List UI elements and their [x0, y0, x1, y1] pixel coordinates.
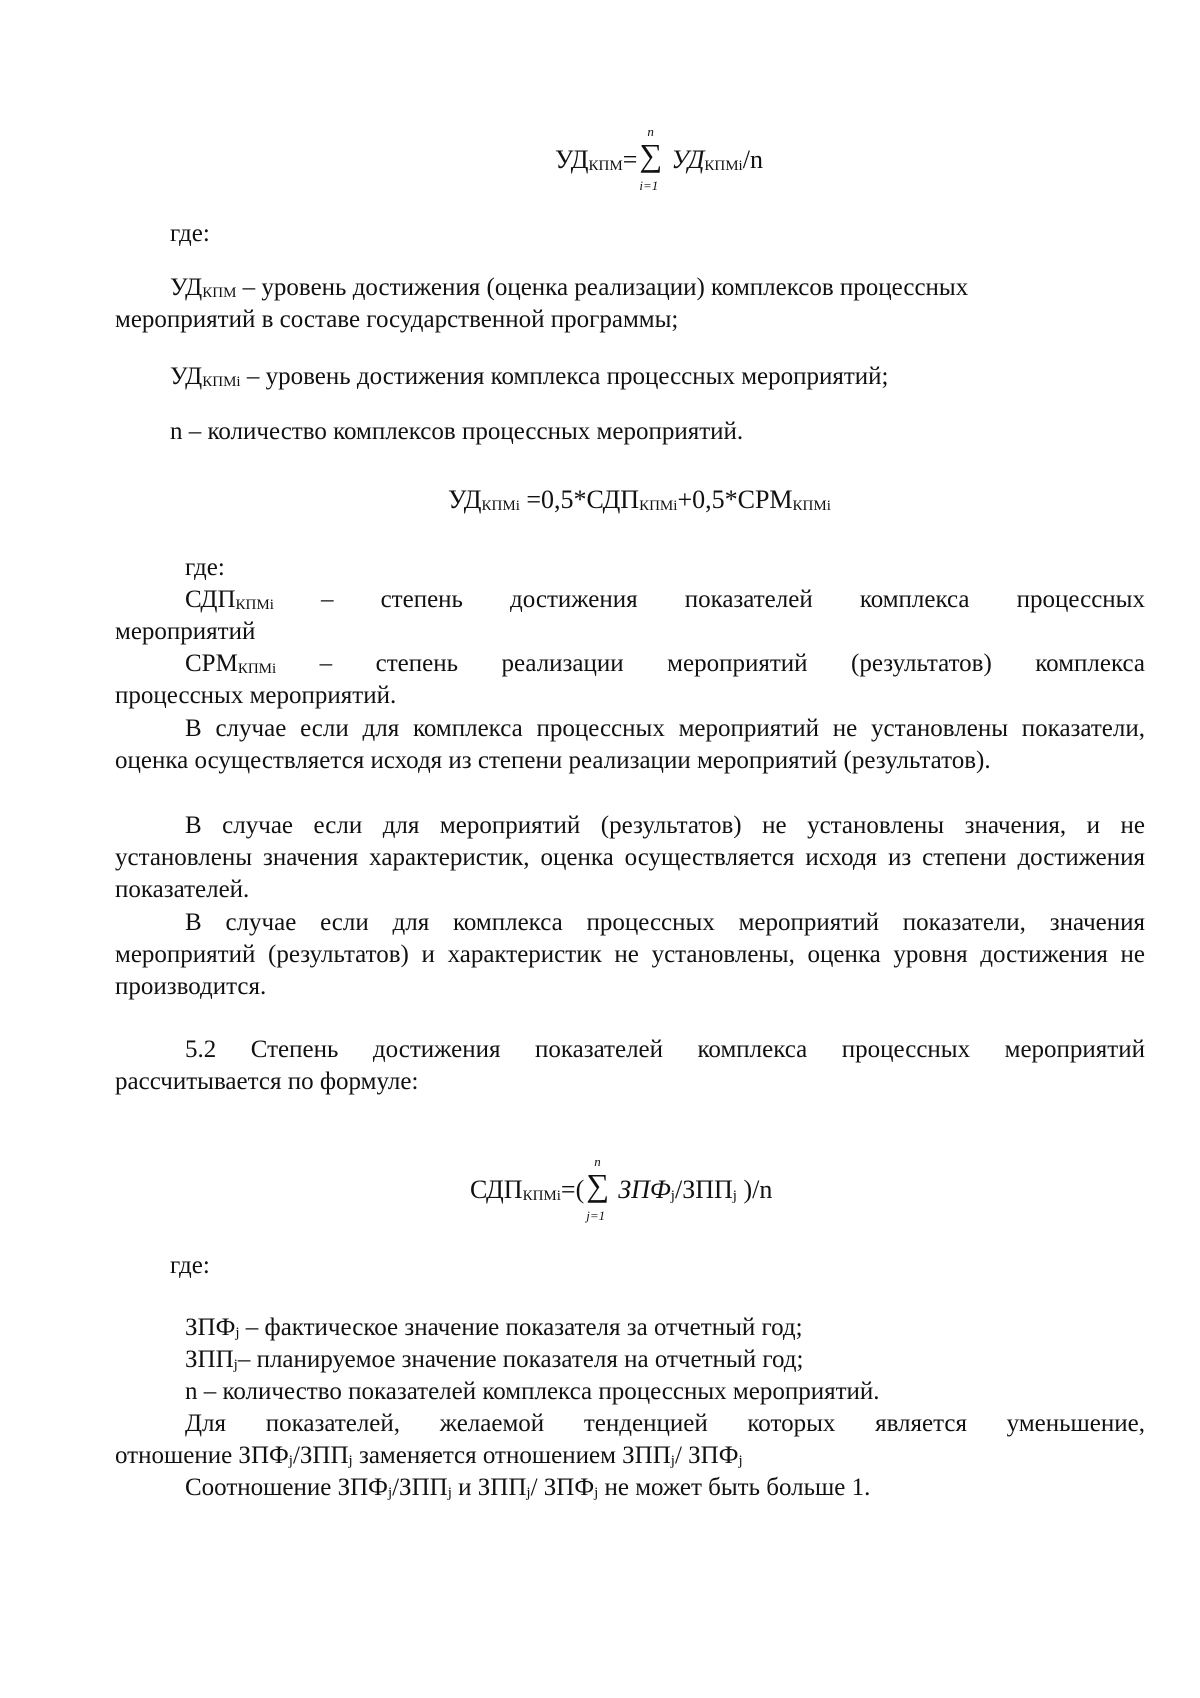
subscript: j [387, 1485, 393, 1501]
definition-word: комплекса [859, 586, 970, 613]
definition-symbol: СДП [185, 586, 236, 613]
definition-symbol: СРМ [185, 650, 238, 677]
formula-subscript: КПМi [481, 498, 520, 514]
paragraph-ratio-limit [115, 1472, 1145, 1504]
definition-ud-kpm [115, 272, 1145, 336]
paragraph-decreasing-trend [115, 1408, 1145, 1472]
formula-term: +0,5*СРМ [677, 485, 793, 514]
sum-lower-limit: i=1 [639, 178, 659, 193]
definition-text: – планируемое значение показателя на отчетный год; [237, 1346, 804, 1373]
definition-n-complexes: n – количество комплексов процессных мероприятий. [170, 418, 744, 445]
definition-symbol: ЗПФ [185, 1314, 236, 1341]
definition-word: – [320, 586, 334, 613]
where-label: где: [170, 1252, 210, 1279]
text-run: /ЗПП [392, 1474, 448, 1501]
formula-term: /ЗПП [674, 1175, 733, 1204]
text-run: не может быть больше 1. [598, 1474, 871, 1501]
definition-zpp [115, 1344, 1145, 1376]
definition-symbol: УД [170, 363, 203, 390]
definition-word: – [319, 650, 333, 677]
definition-srm-line1 [115, 648, 1145, 680]
formula-subscript: КПМi [522, 1188, 561, 1204]
formula-subscript: КПМ [588, 158, 623, 174]
formula-ud-kpmi [448, 484, 831, 516]
text-run: заменяется отношением ЗПП [352, 1442, 671, 1469]
text-run: отношение ЗПФ [115, 1442, 289, 1469]
text-run: /ЗПП [292, 1442, 349, 1469]
definition-symbol: ЗПП [185, 1346, 234, 1373]
definition-subscript: j [235, 1325, 240, 1341]
sum-symbol: n ∑ i=1 [637, 140, 671, 172]
definition-text-continued: мероприятий в составе государственной программы; [115, 306, 679, 333]
formula-sdp-kpmi [470, 1154, 773, 1223]
formula-subscript: КПМi [639, 498, 678, 514]
sum-upper-limit: n [647, 124, 654, 139]
definition-ud-kpmi [115, 361, 1145, 393]
paragraph-no-values: В случае если для мероприятий (результатов) не установлены значения, и не установлены значения характеристик, оценка осуществляется исходя из степени достижения показателей. [115, 812, 1145, 903]
subscript: j [670, 1453, 675, 1469]
definition-text-continued: процессных мероприятий. [115, 682, 397, 709]
definition-text: – уровень достижения комплекса процессных мероприятий; [240, 363, 889, 390]
definition-subscript: КПМ [202, 285, 237, 301]
subscript: j [348, 1453, 353, 1469]
definition-subscript: КПМi [235, 597, 274, 613]
definition-text-continued: мероприятий [115, 618, 256, 645]
definition-word: показателей [684, 586, 813, 613]
formula-tail: )/n [736, 1175, 773, 1204]
text-run: / ЗПФ [674, 1442, 739, 1469]
definition-word: (результатов) [851, 650, 992, 677]
paragraph-line [115, 1440, 1145, 1472]
text-run: / ЗПФ [530, 1474, 595, 1501]
definition-srm [115, 648, 1145, 712]
paragraph-no-assessment: В случае если для комплекса процессных мероприятий показатели, значения мероприятий (результатов) и характеристик не установлены, оценка уровня достижения не производится. [115, 909, 1145, 1000]
formula-term: =0,5*СДП [519, 485, 640, 514]
definition-word: реализации [501, 650, 624, 677]
text-run: и ЗПП [451, 1474, 527, 1501]
definition-subscript: j [233, 1357, 238, 1373]
formula-term: УД [671, 145, 705, 174]
formula-ud-kpm [555, 124, 763, 193]
where-label: где: [170, 220, 210, 247]
definition-subscript: КПМi [237, 661, 277, 677]
subscript: j [738, 1453, 743, 1469]
sum-lower-limit: j=1 [586, 1208, 606, 1223]
paragraph-line: Для показателей, желаемой тенденцией которых является уменьшение, [185, 1410, 1145, 1437]
definition-word: степень [380, 586, 463, 613]
formula-symbol: УД [448, 485, 482, 514]
subscript: j [288, 1453, 293, 1469]
definition-word: комплекса [1035, 650, 1145, 677]
definition-n-indicators: n – количество показателей комплекса процессных мероприятий. [185, 1378, 880, 1405]
definition-sdp-line1 [115, 584, 1145, 616]
where-label: где: [185, 554, 225, 581]
section-5-2-paragraph: 5.2 Степень достижения показателей комплекса процессных мероприятий рассчитывается по формуле: [115, 1036, 1145, 1095]
definition-text: – уровень достижения (оценка реализации) комплексов процессных [236, 274, 969, 301]
formula-symbol: УД [555, 145, 589, 174]
sum-symbol: n ∑ j=1 [584, 1170, 618, 1202]
paragraph-no-indicators: В случае если для комплекса процессных мероприятий не установлены показатели, оценка осуществляется исходя из степени реализации мероприятий (результатов). [115, 715, 1145, 774]
text-run: Соотношение ЗПФ [185, 1474, 388, 1501]
definition-word: степень [375, 650, 458, 677]
subscript: j [526, 1485, 531, 1501]
definition-sdp [115, 584, 1145, 648]
formula-operator: = [622, 145, 638, 174]
formula-operator: =( [560, 1175, 585, 1204]
formula-term: ЗПФ [618, 1175, 671, 1204]
formula-subscript: КПМi [704, 158, 743, 174]
formula-symbol: СДП [470, 1175, 523, 1204]
formula-subscript: j [732, 1188, 737, 1204]
definition-zpf [115, 1312, 1145, 1344]
sum-upper-limit: n [594, 1154, 601, 1169]
formula-tail: /n [742, 145, 763, 174]
subscript: j [594, 1485, 599, 1501]
formula-subscript: КПМi [792, 498, 831, 514]
definition-subscript: КПМi [202, 374, 241, 390]
subscript: j [447, 1485, 452, 1501]
definition-symbol: УД [170, 274, 203, 301]
definition-word: достижения [510, 586, 638, 613]
formula-subscript: j [670, 1188, 675, 1204]
definition-text: – фактическое значение показателя за отчетный год; [239, 1314, 803, 1341]
definition-word: мероприятий [667, 650, 808, 677]
definition-word: процессных [1016, 586, 1145, 613]
